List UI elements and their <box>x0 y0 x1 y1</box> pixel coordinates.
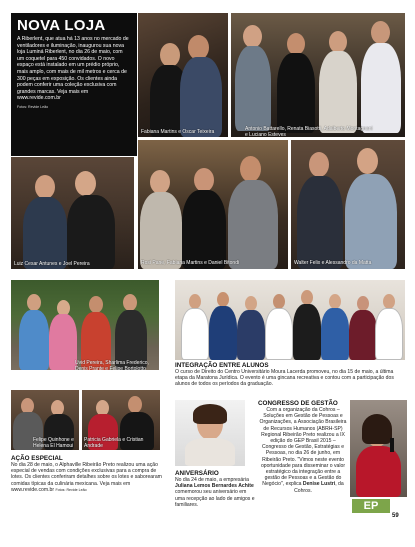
story-text <box>175 477 255 508</box>
person-head <box>309 152 329 177</box>
person-head <box>128 396 142 413</box>
story-text-part: comemorou seu aniversário em uma recepção ao lado de amigos e familiares. <box>175 489 255 508</box>
photo-caption: Rosi Pane, Fabiana Martins e Daniel Bitondi <box>141 260 240 266</box>
person-body <box>181 308 209 360</box>
photo-trio-1 <box>138 140 288 269</box>
photo-credit: Fotos: Revide Leão <box>55 487 87 492</box>
photo-couple-3 <box>291 140 405 269</box>
person-body <box>23 197 67 269</box>
story-text <box>258 407 348 494</box>
story-title: CONGRESSO DE GESTÃO <box>258 400 338 407</box>
story-text-part: Com a organização da Cohros – Soluções em Gestão de Pessoas e Organizações, a Associação Brasileira de Recursos Humanos (ABRH-SP) Regional Ribeirão Preto realizou a IX edição do GEP Brasil 2015 – Congresso de Gestão, Estratégias e Pessoas, no dia 26 de junho, em Ribeirão Preto. "Vimos neste evento oportunidade para disseminar o valor estratégico da integração entre a gestão de Pessoas e a Gestão do Negócio", explica <box>259 407 347 488</box>
person-body <box>237 310 265 360</box>
person-body <box>140 192 182 269</box>
person-head <box>194 168 214 192</box>
person-head <box>371 21 390 44</box>
person-body <box>182 190 226 269</box>
story-text-body: No dia 28 de maio, o Alphaville Ribeirão Preto realizou uma ação especial de vendas com condições exclusivas para a compra de lotes. Os clientes conferiram detalhes sobre os lotes e saborearam comidas típicas da culinária mexicana. Veja mais em www.revide.com.br <box>11 462 162 493</box>
person-head <box>329 31 347 53</box>
hair <box>362 414 392 444</box>
person-head <box>243 25 262 48</box>
photo-couple-5 <box>82 390 160 450</box>
photo-credit: Fotos: Revide Leão <box>17 104 49 109</box>
photo-caption: Felipe Quinhone e Helena El Hamoui <box>33 437 74 449</box>
page-number: 59 <box>392 513 399 519</box>
photo-group-1 <box>231 13 405 137</box>
story-title: AÇÃO ESPECIAL <box>11 455 63 462</box>
person-head <box>240 156 261 182</box>
photo-students <box>175 280 405 360</box>
person-body <box>180 57 222 137</box>
person-head <box>123 294 137 311</box>
person-head <box>150 170 170 194</box>
person-head <box>357 148 378 174</box>
person-body <box>277 53 315 133</box>
photo-couple-2 <box>11 157 134 269</box>
person-head <box>189 294 201 309</box>
photo-caption: Antonio Battarello, Renata Biasotti, Adalberto Montagnani e Luciano Esteves <box>245 126 373 137</box>
story-title: INTEGRAÇÃO ENTRE ALUNOS <box>175 362 269 369</box>
photo-group-2 <box>11 280 159 370</box>
person-body <box>293 304 321 360</box>
story-text-part: No dia 24 de maio, a empresária <box>175 477 249 483</box>
microphone-icon <box>390 438 394 452</box>
story-nova-loja <box>11 13 137 156</box>
photo-caption: Patricia Gabriela e Cristian Andrade <box>84 437 144 449</box>
photo-portrait-birthday <box>175 400 245 466</box>
person-body <box>319 51 357 133</box>
person-head <box>329 294 341 309</box>
person-head <box>217 292 229 307</box>
person-head <box>301 290 313 305</box>
person-body <box>209 306 237 360</box>
person-body <box>361 43 401 133</box>
story-text: O curso de Direito do Centro Universitário Moura Lacerda promoveu, no dia 15 de maio, a última etapa da Maratona Jurídica. O evento é uma gincana recreativa e contou com a participação dos alunos de todos os períodos da graduação. <box>175 369 394 388</box>
photo-couple-4 <box>11 390 79 450</box>
person-head <box>89 296 103 313</box>
person-body <box>345 174 397 269</box>
photo-speaker <box>350 400 407 497</box>
person-name: Juliana Lemos Bernardes Achite <box>175 483 254 490</box>
person-body <box>349 310 377 360</box>
person-body <box>297 176 343 269</box>
photo-caption: Fabiana Martins e Oscar Teixeira <box>141 129 215 135</box>
person-body <box>321 308 349 360</box>
person-head <box>287 33 305 55</box>
person-body <box>265 308 293 360</box>
person-body <box>19 310 49 370</box>
person-name: Denise Lustri <box>302 481 336 488</box>
photo-caption: Uvid Pereira, Sharlima Frederico, Denis Prante e Felipe Bortolotto <box>75 360 149 370</box>
photo-caption: Walter Felix e Alessandro da Matta <box>294 260 372 266</box>
story-text-part: , da Cohros. <box>294 481 344 494</box>
person-body <box>356 446 401 497</box>
magazine-logo: EP <box>352 499 390 513</box>
hair <box>193 404 227 424</box>
person-head <box>160 43 180 67</box>
story-text <box>11 462 167 493</box>
person-body <box>49 314 77 370</box>
person-head <box>357 296 369 311</box>
person-body <box>228 180 278 269</box>
photo-couple-1 <box>138 13 228 137</box>
story-title: NOVA LOJA <box>17 17 106 34</box>
person-head <box>383 294 395 309</box>
photo-caption: Luiz Cesar Antunes e Joel Pereira <box>14 261 90 267</box>
person-head <box>35 175 55 199</box>
person-body <box>67 195 115 269</box>
person-body <box>375 308 403 360</box>
person-head <box>273 294 285 309</box>
person-body <box>185 438 235 466</box>
story-text: A Riberlent, que atua há 13 anos no mercado de ventiladores e iluminação, inaugurou sua nova loja Luminá Riberlent, no dia 26 de maio, com um coquetel para 450 convidados. O novo espaço está instalado em um prédio próprio, mais amplo, com mais de mil metros e cerca de 300 peças em exposição. Os clientes ainda podem conferir uma coleção exclusiva com grandes marcas. Veja mais em www.revide.com.br <box>17 36 129 102</box>
person-body <box>235 46 271 131</box>
person-head <box>245 296 257 311</box>
person-head <box>27 294 41 311</box>
story-title: ANIVERSÁRIO <box>175 470 219 477</box>
person-head <box>75 171 96 196</box>
